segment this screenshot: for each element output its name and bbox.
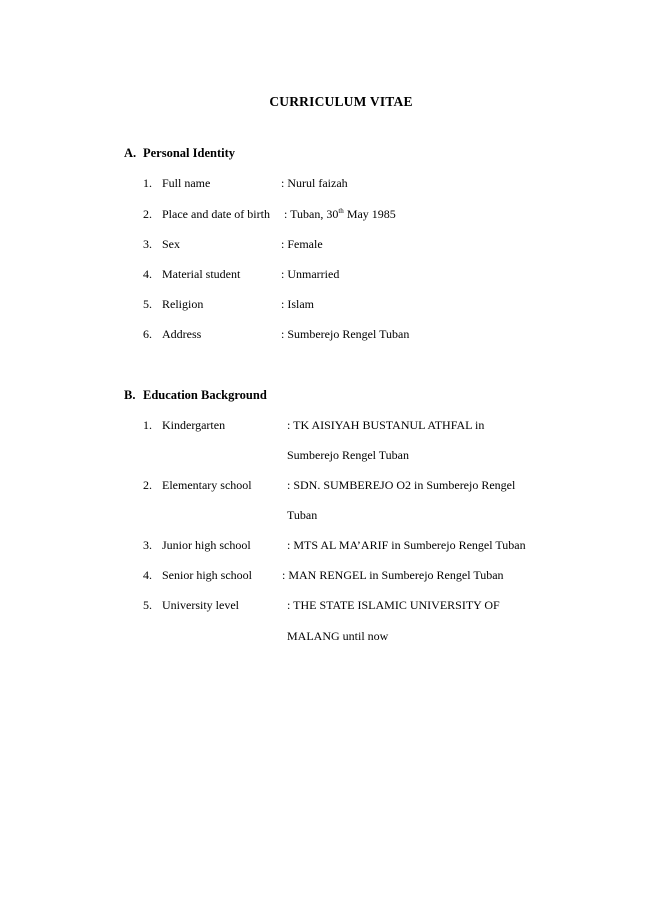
education-value-elementary-cont: Tuban (287, 508, 318, 522)
education-value-university-cont: MALANG until now (287, 629, 389, 643)
row-label: Sex (162, 237, 180, 251)
section-b-title: Education Background (143, 388, 267, 402)
education-row-elementary (143, 478, 252, 493)
row-label: Religion (162, 297, 204, 311)
education-value-kindergarten-cont: Sumberejo Rengel Tuban (287, 448, 409, 462)
personal-value-full-name: : Nurul faizah (281, 176, 348, 190)
personal-value-marital: : Unmarried (281, 267, 340, 281)
section-b-letter: B. (124, 388, 136, 402)
row-label: Material student (162, 267, 241, 281)
row-number: 4. (143, 267, 152, 281)
education-row-university (143, 598, 239, 613)
birth-value-suffix: May 1985 (343, 207, 396, 221)
row-number: 6. (143, 327, 152, 341)
row-number: 5. (143, 598, 152, 612)
education-row-junior-high (143, 538, 251, 553)
row-label: Elementary school (162, 478, 252, 492)
row-number: 2. (143, 478, 152, 492)
section-a-title: Personal Identity (143, 146, 236, 160)
row-label: Senior high school (162, 568, 252, 582)
personal-row-marital (143, 267, 241, 282)
education-value-kindergarten: : TK AISIYAH BUSTANUL ATHFAL in (287, 418, 485, 432)
education-row-kindergarten (143, 418, 226, 433)
education-value-junior-high: : MTS AL MA’ARIF in Sumberejo Rengel Tuban (287, 538, 526, 552)
personal-row-address (143, 327, 202, 342)
document-title: CURRICULUM VITAE (269, 94, 413, 109)
education-row-senior-high (143, 568, 252, 583)
row-label: Place and date of birth (162, 207, 270, 221)
row-number: 2. (143, 207, 152, 221)
row-label: University level (162, 598, 239, 612)
personal-value-birth (284, 207, 396, 222)
birth-value-prefix: : Tuban, 30 (284, 207, 339, 221)
row-label: Address (162, 327, 202, 341)
personal-row-religion (143, 297, 204, 312)
personal-value-address: : Sumberejo Rengel Tuban (281, 327, 410, 341)
row-label: Kindergarten (162, 418, 226, 432)
personal-value-religion: : Islam (281, 297, 314, 311)
row-label: Junior high school (162, 538, 251, 552)
row-number: 1. (143, 418, 152, 432)
row-number: 1. (143, 176, 152, 190)
birth-value-superscript: th (338, 207, 344, 215)
row-label: Full name (162, 176, 211, 190)
personal-row-sex (143, 237, 180, 252)
education-value-university: : THE STATE ISLAMIC UNIVERSITY OF (287, 598, 500, 612)
education-value-senior-high: : MAN RENGEL in Sumberejo Rengel Tuban (282, 568, 504, 582)
section-a-letter: A. (124, 146, 137, 160)
personal-value-sex: : Female (281, 237, 323, 251)
section-b-heading (124, 388, 267, 403)
row-number: 3. (143, 538, 152, 552)
personal-row-birth (143, 207, 270, 222)
row-number: 4. (143, 568, 152, 582)
personal-row-full-name (143, 176, 211, 191)
education-value-elementary: : SDN. SUMBEREJO O2 in Sumberejo Rengel (287, 478, 516, 492)
row-number: 3. (143, 237, 152, 251)
section-a-heading (124, 146, 235, 161)
row-number: 5. (143, 297, 152, 311)
